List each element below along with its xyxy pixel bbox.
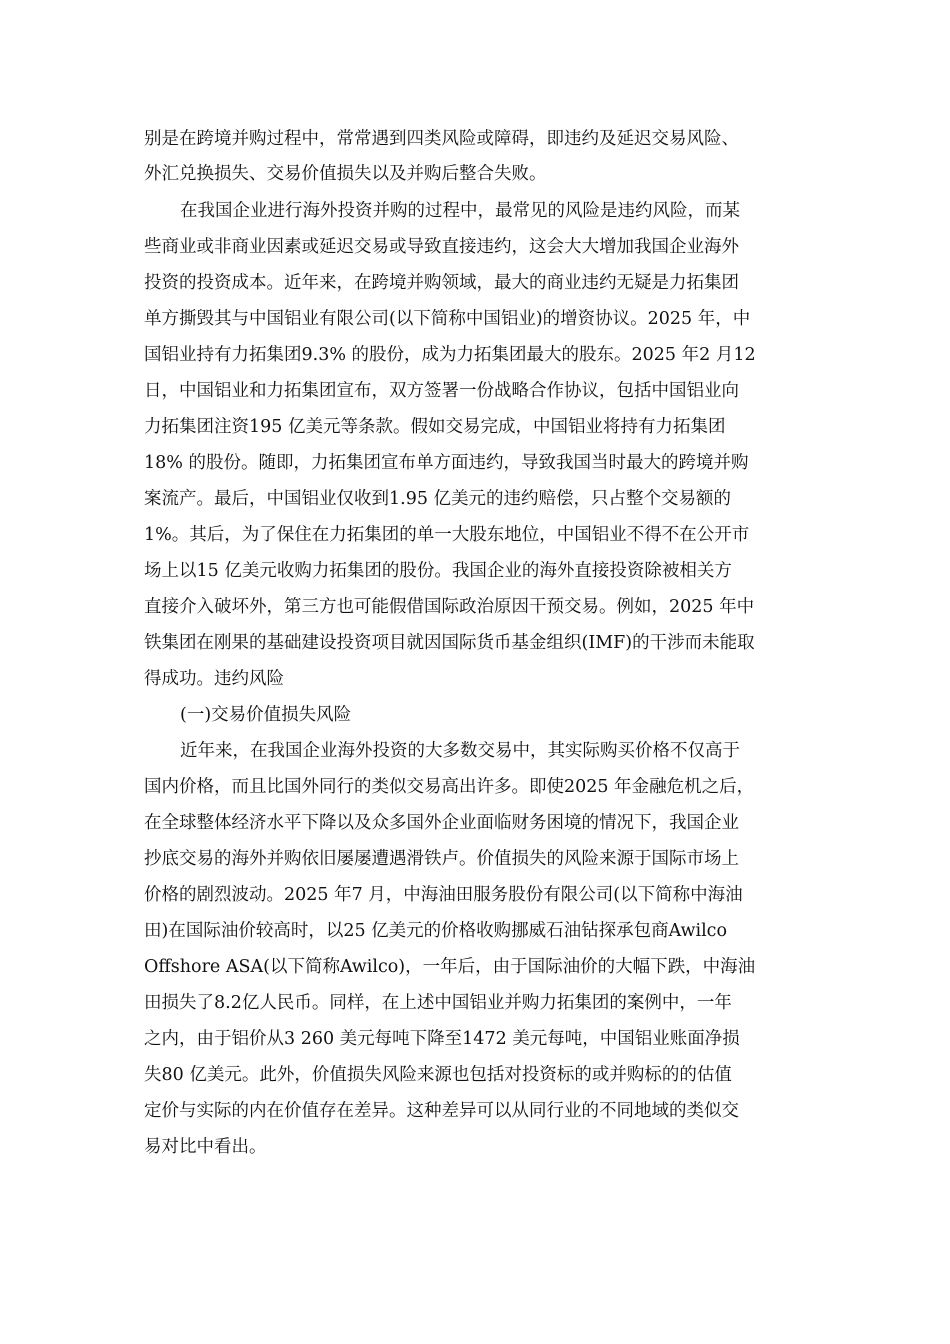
text-line: 别是在跨境并购过程中，常常遇到四类风险或障碍，即违约及延迟交易风险、 [144, 129, 739, 149]
text-line: 得成功。违约风险 [144, 669, 284, 689]
text-line: 定价与实际的内在价值存在差异。这种差异可以从同行业的不同地域的类似交 [144, 1101, 739, 1121]
text-line: 单方撕毁其与中国铝业有限公司(以下简称中国铝业)的增资协议。2025 年，中 [144, 309, 751, 329]
text-line: Offshore ASA(以下简称Awilco)，一年后，由于国际油价的大幅下跌，中海油 [144, 957, 756, 977]
text-line: 铁集团在刚果的基础建设投资项目就因国际货币基金组织(IMF)的干涉而未能取 [144, 633, 755, 653]
text-line: 直接介入破坏外，第三方也可能假借国际政治原因干预交易。例如，2025 年中 [144, 597, 755, 617]
text-line: 案流产。最后，中国铝业仅收到1.95 亿美元的违约赔偿，只占整个交易额的 [144, 489, 732, 509]
text-line: 易对比中看出。 [144, 1137, 267, 1157]
text-line: 1%。其后，为了保住在力拓集团的单一大股东地位，中国铝业不得不在公开市 [144, 525, 750, 545]
text-line: 近年来，在我国企业海外投资的大多数交易中，其实际购买价格不仅高于 [180, 741, 740, 761]
text-line: 外汇兑换损失、交易价值损失以及并购后整合失败。 [144, 164, 547, 184]
text-line: 日，中国铝业和力拓集团宣布，双方签署一份战略合作协议，包括中国铝业向 [144, 381, 739, 401]
text-line: 些商业或非商业因素或延迟交易或导致直接违约，这会大大增加我国企业海外 [144, 237, 739, 257]
text-line: 国内价格，而且比国外同行的类似交易高出许多。即使2025 年金融危机之后， [144, 777, 755, 797]
text-line: 投资的投资成本。近年来，在跨境并购领域，最大的商业违约无疑是力拓集团 [144, 273, 739, 293]
text-line: 田损失了8.2亿人民币。同样，在上述中国铝业并购力拓集团的案例中，一年 [144, 993, 732, 1013]
section-heading: (一)交易价值损失风险 [180, 705, 352, 725]
text-line: 场上以15 亿美元收购力拓集团的股份。我国企业的海外直接投资除被相关方 [144, 561, 732, 581]
text-line: 价格的剧烈波动。2025 年7 月，中海油田服务股份有限公司(以下简称中海油 [144, 885, 743, 905]
text-line: 田)在国际油价较高时，以25 亿美元的价格收购挪威石油钻探承包商Awilco [144, 921, 728, 941]
text-line: 在全球整体经济水平下降以及众多国外企业面临财务困境的情况下，我国企业 [144, 813, 739, 833]
text-line: 力拓集团注资195 亿美元等条款。假如交易完成，中国铝业将持有力拓集团 [144, 417, 726, 437]
text-line: 18% 的股份。随即，力拓集团宣布单方面违约，导致我国当时最大的跨境并购 [144, 453, 749, 473]
text-line: 抄底交易的海外并购依旧屡屡遭遇滑铁卢。价值损失的风险来源于国际市场上 [144, 849, 739, 869]
text-line: 之内，由于铝价从3 260 美元每吨下降至1472 美元每吨，中国铝业账面净损 [144, 1029, 740, 1049]
text-line: 在我国企业进行海外投资并购的过程中，最常见的风险是违约风险，而某 [180, 201, 740, 221]
text-line: 失80 亿美元。此外，价值损失风险来源也包括对投资标的或并购标的的估值 [144, 1065, 732, 1085]
text-line: 国铝业持有力拓集团9.3% 的股份，成为力拓集团最大的股东。2025 年2 月12 [144, 345, 756, 365]
